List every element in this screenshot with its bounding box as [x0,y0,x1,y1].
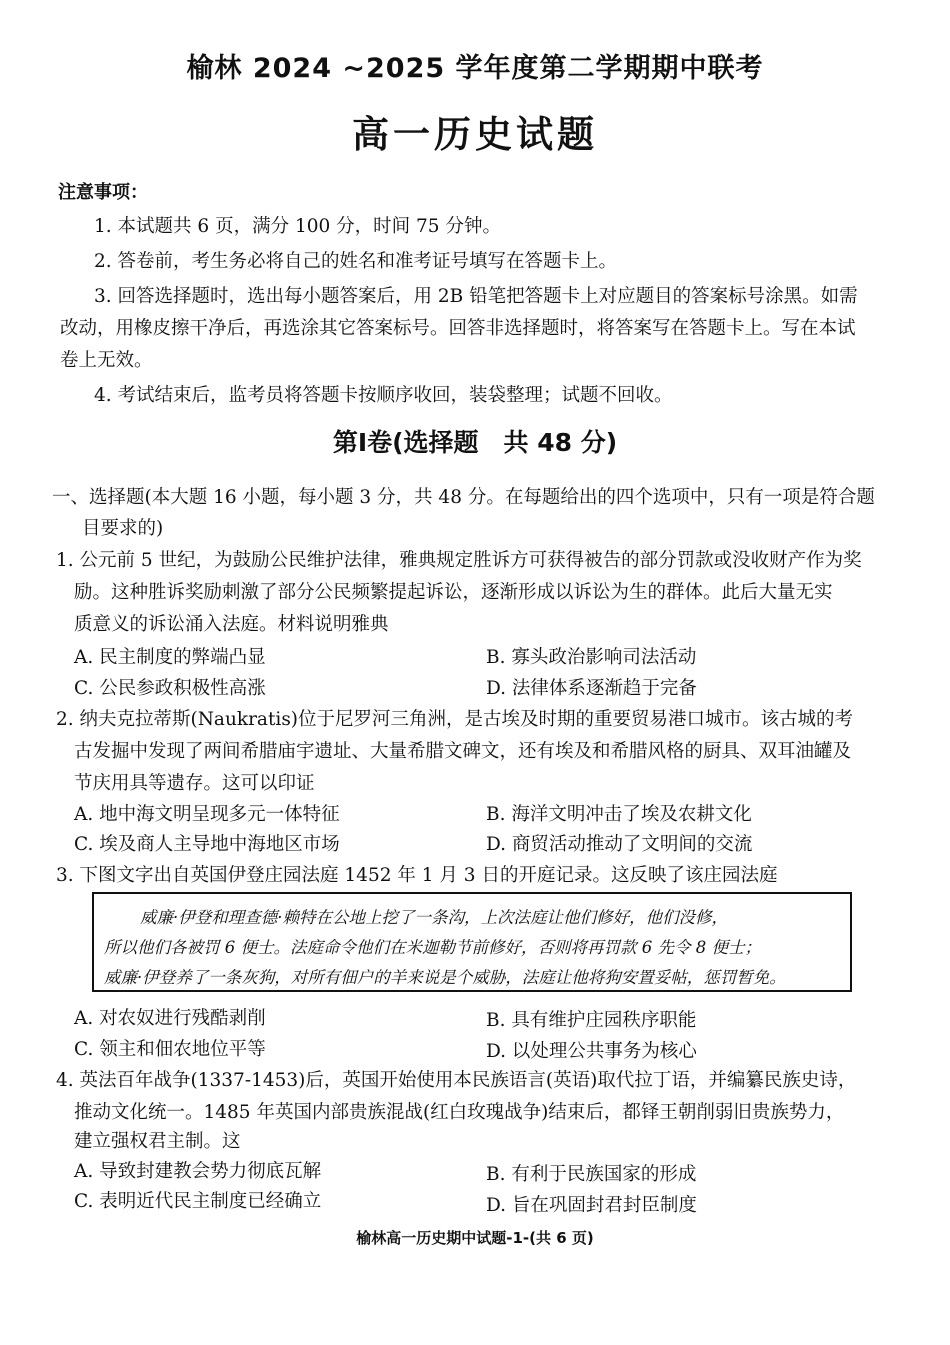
question-stem: 推动文化统一。1485 年英国内部贵族混战(红白玫瑰战争)结束后，都铎王朝削弱旧贵族势力， [74,1102,845,1123]
option-a: A. 导致封建教会势力彻底瓦解 [74,1161,322,1182]
notice-line: 改动，用橡皮擦干净后，再选涂其它答案标号。回答非选择题时，将答案写在答题卡上。写在本试 [60,318,856,339]
option-d: D. 法律体系逐渐趋于完备 [486,678,697,699]
subject-title: 高一历史试题 [352,113,598,156]
section-intro: 目要求的) [82,518,164,539]
question-stem: 1. 公元前 5 世纪，为鼓励公民维护法律，雅典规定胜诉方可获得被告的部分罚款或没收财产作为奖 [56,550,862,571]
option-b: B. 寡头政治影响司法活动 [486,647,697,668]
question-stem: 4. 英法百年战争(1337-1453)后，英国开始使用本民族语言(英语)取代拉丁语，并编纂民族史诗， [56,1070,857,1091]
notice-line: 4. 考试结束后，监考员将答题卡按顺序收回，装袋整理；试题不回收。 [94,385,673,406]
option-b: B. 具有维护庄园秩序职能 [486,1010,697,1031]
option-b: B. 有利于民族国家的形成 [486,1164,697,1185]
notice-heading: 注意事项： [58,182,148,203]
question-stem: 励。这种胜诉奖励刺激了部分公民频繁提起诉讼，逐渐形成以诉讼为生的群体。此后大量无实 [74,582,833,603]
option-d: D. 商贸活动推动了文明间的交流 [486,834,753,855]
section-title: 第Ⅰ卷(选择题 共 48 分) [332,428,618,457]
question-stem: 质意义的诉讼涌入法庭。材料说明雅典 [74,614,389,635]
question-stem: 建立强权君主制。这 [74,1131,241,1152]
notice-line: 2. 答卷前，考生务必将自己的姓名和准考证号填写在答题卡上。 [94,251,618,272]
question-stem: 2. 纳夫克拉蒂斯(Naukratis)位于尼罗河三角洲，是古埃及时期的重要贸易港口城市。该古城的考 [56,709,854,730]
option-c: C. 公民参政积极性高涨 [74,678,266,699]
court-record-box [92,892,852,992]
court-record-line: 所以他们各被罚 6 便士。法庭命令他们在米迦勒节前修好，否则将再罚款 6 先令 8 便士； [104,938,761,957]
question-stem: 3. 下图文字出自英国伊登庄园法庭 1452 年 1 月 3 日的开庭记录。这反映了该庄园法庭 [56,865,778,886]
court-record-line: 威廉·伊登养了一条灰狗，对所有佃户的羊来说是个威胁，法庭让他将狗安置妥帖，惩罚暂免。 [104,968,786,987]
option-d: D. 旨在巩固封君封臣制度 [486,1195,697,1216]
option-b: B. 海洋文明冲击了埃及农耕文化 [486,804,752,825]
option-d: D. 以处理公共事务为核心 [486,1041,697,1062]
option-c: C. 埃及商人主导地中海地区市场 [74,834,340,855]
notice-line: 卷上无效。 [60,350,153,371]
notice-line: 1. 本试题共 6 页，满分 100 分，时间 75 分钟。 [94,216,501,237]
exam-title: 榆林 2024 ~2025 学年度第二学期期中联考 [186,53,764,84]
question-stem: 古发掘中发现了两间希腊庙宇遗址、大量希腊文碑文，还有埃及和希腊风格的厨具、双耳油罐及 [74,741,852,762]
notice-line: 3. 回答选择题时，选出每小题答案后，用 2B 铅笔把答题卡上对应题目的答案标号涂黑。如需 [94,286,858,307]
option-a: A. 地中海文明呈现多元一体特征 [74,804,340,825]
section-intro: 一、选择题(本大题 16 小题，每小题 3 分，共 48 分。在每题给出的四个选项中，只有一项是符合题 [52,487,875,508]
page-footer: 榆林高一历史期中试题-1-(共 6 页) [356,1229,594,1247]
option-a: A. 对农奴进行残酷剥削 [74,1008,266,1029]
question-stem: 节庆用具等遗存。这可以印证 [74,773,315,794]
option-a: A. 民主制度的弊端凸显 [74,647,266,668]
option-c: C. 领主和佃农地位平等 [74,1039,266,1060]
court-record-line: 威廉·伊登和理查德·赖特在公地上挖了一条沟，上次法庭让他们修好，他们没修， [140,908,728,927]
option-c: C. 表明近代民主制度已经确立 [74,1191,322,1212]
